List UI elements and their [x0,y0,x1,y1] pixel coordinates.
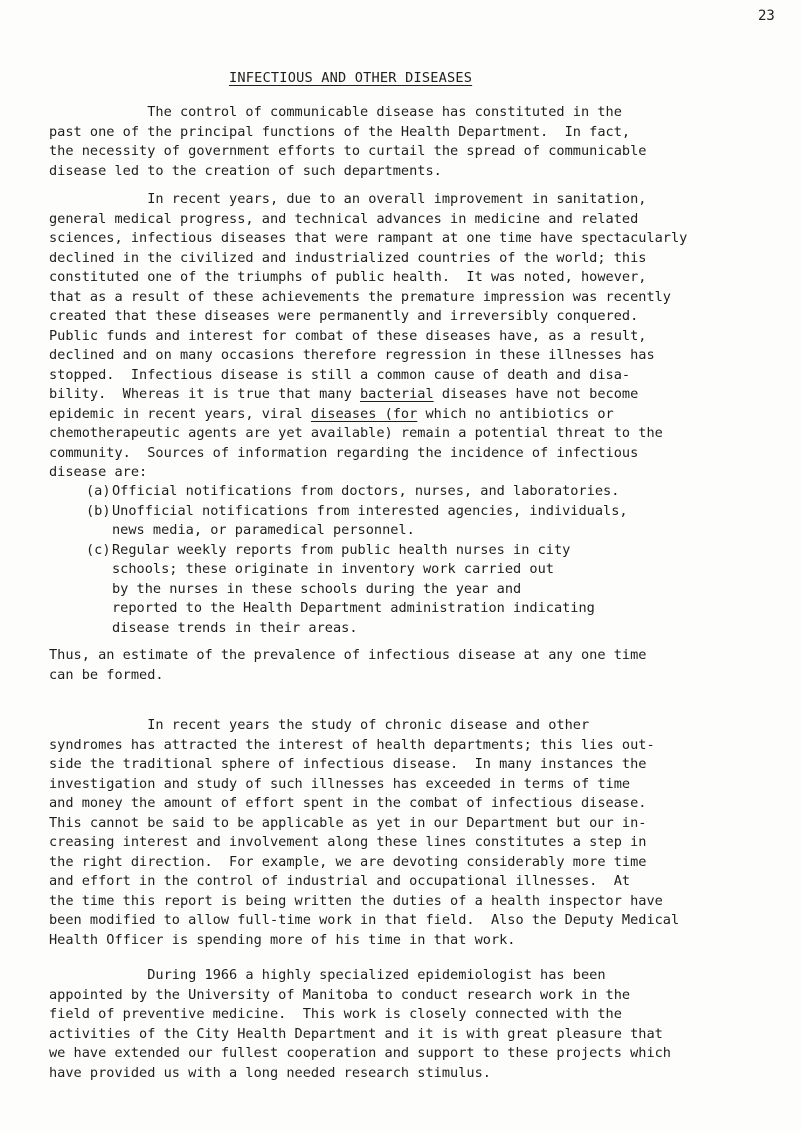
page-number: 23 [758,8,775,24]
paragraph-estimate: Thus, an estimate of the prevalence of infectious disease at any one time can be formed. [49,647,647,683]
sources-list [86,482,786,638]
list-item [86,502,786,541]
list-marker: (c) [86,541,111,558]
list-marker: (b) [86,502,111,519]
list-item-text: Regular weekly reports from public health nurses in city schools; these originate in inventory work carried out by the nurses in these schools during the year and reported to the Health Department administration indicating disease trends in their areas. [112,541,595,636]
paragraph-text: In recent years, due to an overall improvement in sanitation, general medical progress, and technical advances in medicine and related sciences, infectious diseases that were rampant at one time have spectacularly declined in the civilized and industrialized countries of the world; this constituted one of the triumphs of public health. It was noted, however, that as a result of these achievements the premature impression was recently created that these diseases were permanently and irreversibly conquered. Public funds and interest for combat of these diseases have, as a result, declined and on many occasions therefore regression in these illnesses has stopped. Infectious disease is still a common cause of death and disa- bility. Whereas it is true that many [49,191,688,402]
list-item [86,541,786,639]
paragraph-chronic-disease: In recent years the study of chronic disease and other syndromes has attracted the interest of health departments; this lies out- side the traditional sphere of infectious disease. In many instances the investigation and study of such illnesses has exceeded in terms of time and money the amount of effort spent in the combat of infectious disease. This cannot be said to be applicable as yet in our Department but our in- creasing interest and involvement along these lines constitutes a step in the right direction. For example, we are devoting considerably more time and effort in the control of industrial and occupational illnesses. At the time this report is being written the duties of a health inspector have been modified to allow full-time work in that field. Also the Deputy Medical Health Officer is spending more of his time in that work. [49,717,680,948]
list-item [86,482,786,502]
list-item-text: Unofficial notifications from interested agencies, individuals, news media, or paramedical personnel. [112,502,628,538]
page-heading: INFECTIOUS AND OTHER DISEASES [229,70,473,86]
paragraph-communicable-disease: The control of communicable disease has constituted in the past one of the principal functions of the Health Department. In fact, the necessity of government efforts to curtail the spread of communicable disease led to the creation of such departments. [49,104,647,179]
paragraph-text: which no antibiotics or chemotherapeutic agents are yet available) remain a potential threat to the community. Sources of information regarding the incidence of infectious disease are: [49,405,663,480]
paragraph-epidemiologist: During 1966 a highly specialized epidemiologist has been appointed by the University of Manitoba to conduct research work in the field of preventive medicine. This work is closely connected with the activities of the City Health Department and it is with great pleasure that we have extended our fullest cooperation and support to these projects which have provided us with a long needed research stimulus. [49,967,671,1081]
underlined-text: bacterial [360,386,434,402]
list-item-text: Official notifications from doctors, nurses, and laboratories. [112,483,620,499]
list-marker: (a) [86,483,111,499]
underlined-text: diseases (for [310,405,418,422]
paragraph-recent-years [49,190,769,483]
paragraph-text: diseases have not become epidemic in recent years, viral [49,386,639,422]
